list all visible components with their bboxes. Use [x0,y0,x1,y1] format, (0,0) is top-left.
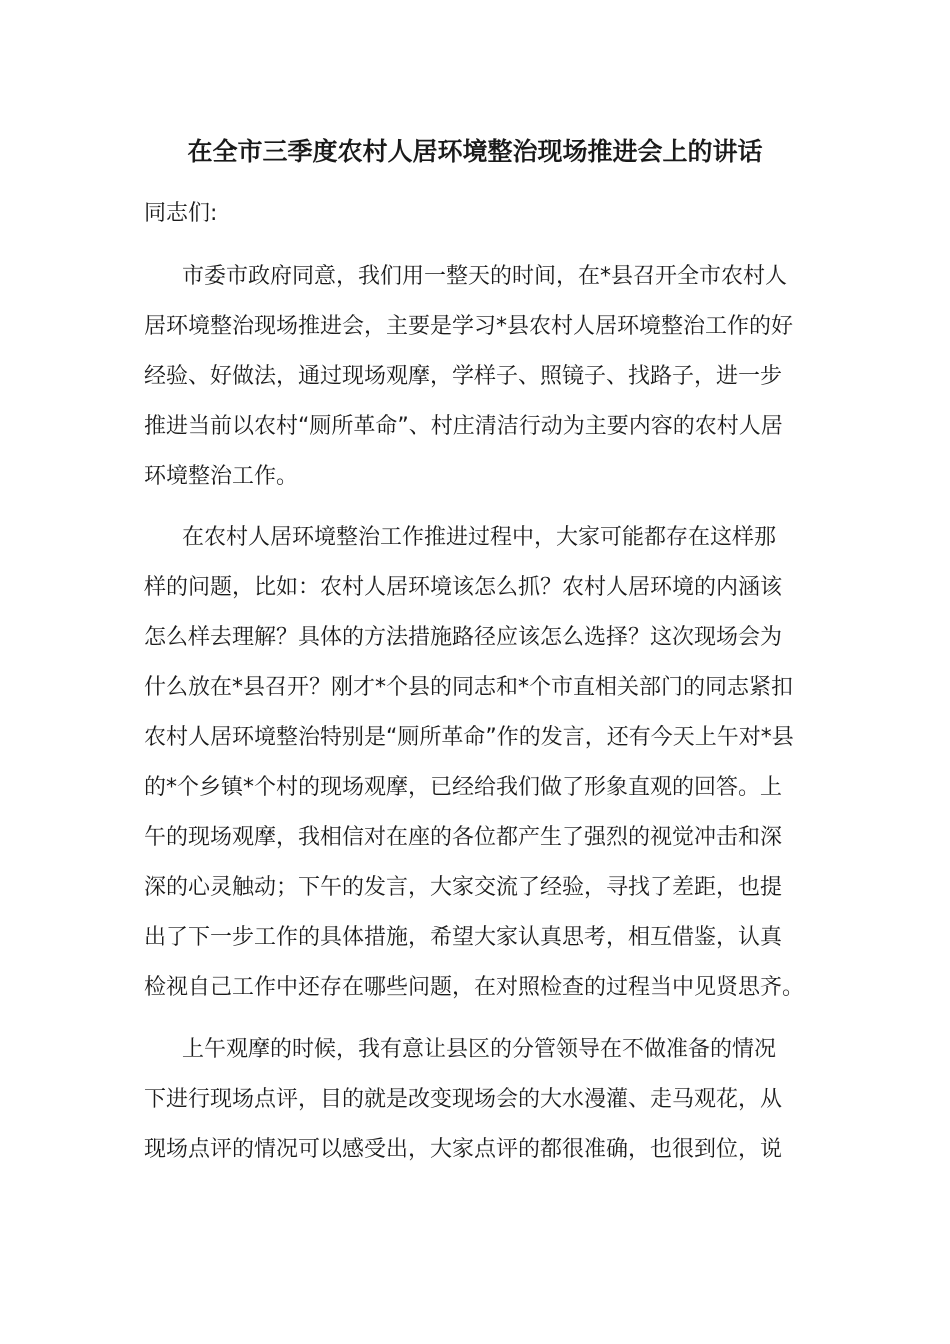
document-title: 在全市三季度农村人居环境整治现场推进会上的讲话 [187,137,763,166]
paragraph-1 [144,252,808,502]
paragraph-line: 什么放在*县召开？刚才*个县的同志和*个市直相关部门的同志紧扣 [144,675,794,700]
paragraph-line: 出了下一步工作的具体措施，希望大家认真思考，相互借鉴，认真 [144,925,783,950]
paragraph-line: 市委市政府同意，我们用一整天的时间，在*县召开全市农村人 [182,264,788,289]
paragraph-line: 现场点评的情况可以感受出，大家点评的都很准确，也很到位，说 [144,1137,783,1162]
paragraph-3 [144,1025,808,1175]
paragraph-line: 下进行现场点评，目的就是改变现场会的大水漫灌、走马观花，从 [144,1087,783,1112]
paragraph-line: 样的问题，比如：农村人居环境该怎么抓？农村人居环境的内涵该 [144,575,783,600]
paragraph-line: 检视自己工作中还存在哪些问题，在对照检查的过程当中见贤思齐。 [144,975,805,1000]
paragraph-line: 上午观摩的时候，我有意让县区的分管领导在不做准备的情况 [182,1037,777,1062]
paragraph-line: 怎么样去理解？具体的方法措施路径应该怎么选择？这次现场会为 [144,625,783,650]
paragraph-line: 在农村人居环境整治工作推进过程中，大家可能都存在这样那 [182,525,777,550]
paragraph-line: 推进当前以农村“厕所革命”、村庄清洁行动为主要内容的农村人居 [144,414,783,439]
paragraph-line: 农村人居环境整治特别是“厕所革命”作的发言，还有今天上午对*县 [144,725,794,750]
paragraph-line: 深的心灵触动；下午的发言，大家交流了经验，寻找了差距，也提 [144,875,783,900]
paragraph-line: 经验、好做法，通过现场观摩，学样子、照镜子、找路子，进一步 [144,364,783,389]
paragraph-line: 环境整治工作。 [144,464,299,489]
paragraph-line: 的*个乡镇*个村的现场观摩，已经给我们做了形象直观的回答。上 [144,775,783,800]
paragraph-line: 居环境整治现场推进会，主要是学习*县农村人居环境整治工作的好 [144,314,794,339]
paragraph-2 [144,513,808,1013]
salutation: 同志们: [144,201,218,226]
paragraph-line: 午的现场观摩，我相信对在座的各位都产生了强烈的视觉冲击和深 [144,825,783,850]
